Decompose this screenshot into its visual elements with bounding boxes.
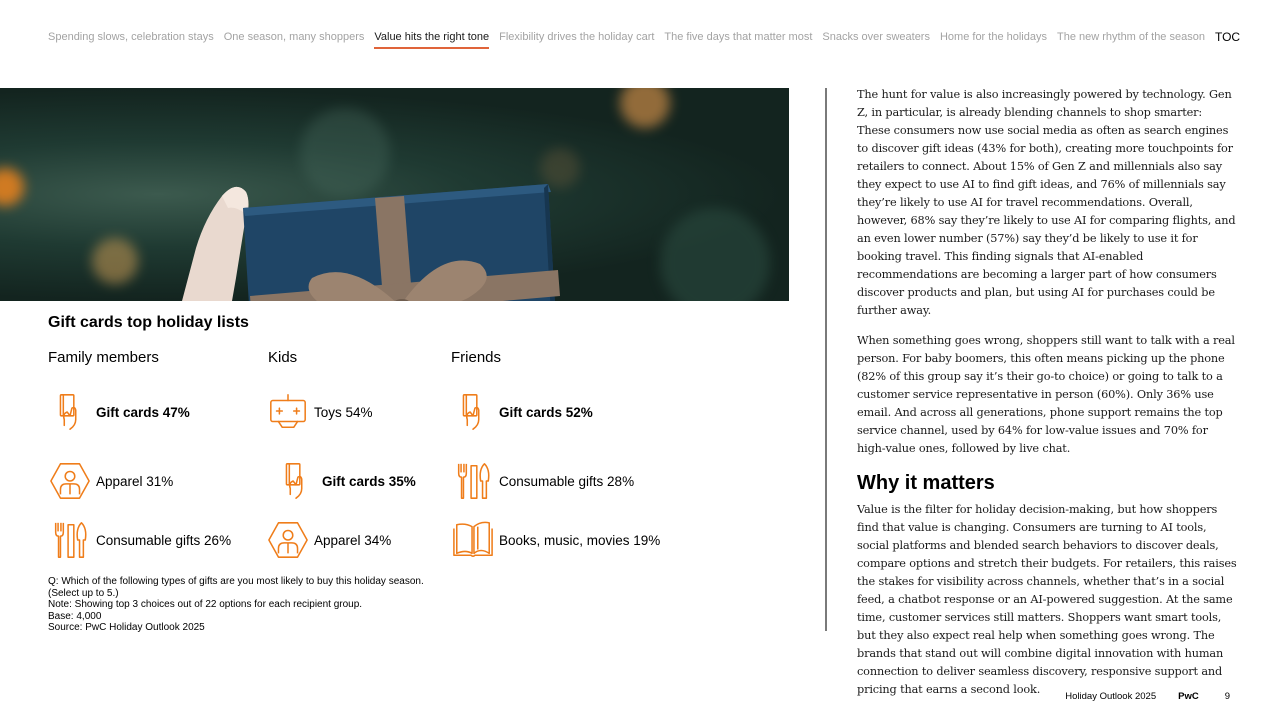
gift-box-illustration bbox=[0, 88, 789, 301]
note-base: Base: 4,000 bbox=[48, 610, 102, 622]
page-footer bbox=[1065, 691, 1230, 702]
nav-item-flexibility[interactable]: Flexibility drives the holiday cart bbox=[499, 31, 655, 43]
note-source: Source: PwC Holiday Outlook 2025 bbox=[48, 622, 205, 633]
column-heading-family: Family members bbox=[48, 349, 159, 366]
brand-logo: PwC bbox=[1178, 691, 1199, 702]
column-heading-kids: Kids bbox=[268, 349, 298, 366]
nav-item-new-rhythm[interactable]: The new rhythm of the season bbox=[1056, 31, 1205, 43]
gift-stat-label: Gift cards 52% bbox=[499, 404, 593, 420]
gift-stat-item bbox=[451, 459, 634, 503]
cutlery-icon bbox=[451, 459, 495, 503]
gift-stat-label: Toys 54% bbox=[314, 404, 373, 420]
column-divider bbox=[825, 88, 827, 631]
nav-item-value-hits[interactable]: Value hits the right tone bbox=[374, 30, 489, 49]
nav-item-spending-slows[interactable]: Spending slows, celebration stays bbox=[48, 31, 214, 43]
nav-item-home[interactable]: Home for the holidays bbox=[939, 31, 1047, 43]
gift-stat-item bbox=[48, 390, 190, 434]
hero-gift-photo bbox=[0, 88, 789, 301]
chart-notes bbox=[48, 576, 424, 634]
note-question: Q: Which of the following types of gifts are you most likely to buy this holiday season. bbox=[48, 576, 424, 587]
nav-item-one-season[interactable]: One season, many shoppers bbox=[223, 31, 365, 43]
article-body bbox=[857, 86, 1237, 699]
book-icon bbox=[451, 518, 495, 562]
gift-stat-label: Apparel 31% bbox=[96, 473, 174, 489]
gift-stat-item bbox=[48, 518, 231, 562]
apparel-icon bbox=[266, 518, 310, 562]
nav-item-snacks[interactable]: Snacks over sweaters bbox=[822, 31, 930, 43]
gift-card-icon bbox=[48, 390, 92, 434]
note-selection: (Select up to 5.) bbox=[48, 587, 119, 599]
gift-card-icon bbox=[451, 390, 495, 434]
column-heading-friends: Friends bbox=[451, 349, 502, 366]
gift-stat-label: Gift cards 47% bbox=[96, 404, 190, 420]
note-top-choices: Note: Showing top 3 choices out of 22 options for each recipient group. bbox=[48, 599, 363, 610]
gift-stat-label: Gift cards 35% bbox=[322, 473, 416, 489]
gift-stat-item bbox=[266, 518, 391, 562]
cutlery-icon bbox=[48, 518, 92, 562]
infographic-title: Gift cards top holiday lists bbox=[48, 314, 249, 331]
section-nav bbox=[48, 30, 1241, 50]
gift-stat-label: Consumable gifts 26% bbox=[96, 532, 232, 548]
gift-stat-item bbox=[274, 459, 416, 503]
gift-stat-item bbox=[451, 518, 660, 562]
paragraph-technology: The hunt for value is also increasingly powered by technology. Gen Z, in particular, is already blending channels to shop smarter: These consumers now use social media as often as search engines to discover gift ideas (43% for both), creating more touchpoints for retailers to connect. About 15% of Gen Z and millennials also say they expect to use AI to find gift ideas, and 76% of millennials say they’re likely to use AI for travel recommendations. Overall, however, 68% say they’re likely to use AI for comparing flights, and an even lower number (57%) say they’d be likely to use it for booking travel. This finding signals that AI-enabled recommendations are becoming a larger part of how consumers discover products and plan, but using AI for purchases could be further away. bbox=[857, 88, 1236, 317]
paragraph-why-it-matters: Value is the filter for holiday decision-making, but how shoppers find that value is changing. Consumers are turning to AI tools, social platforms and blended search behaviors to discover deals, compare options and stretch their budgets. For retailers, this raises the stakes for visibility across channels, whether that’s in a social feed, a chatbot response or an AI-powered suggestion. At the same time, customer services still matters. Shoppers want smart tools, but they also expect real help when something goes wrong. The brands that stand out will combine digital innovation with human connection to deliver seamless discovery, responsive support and pricing that earns a second look. bbox=[857, 503, 1237, 696]
paragraph-real-person: When something goes wrong, shoppers still want to talk with a real person. For baby boomers, this often means picking up the phone (82% of this group say it’s their go-to choice) or going to talk to a customer service representative in person (60%). Only 36% use email. And across all generations, phone support remains the top service channel, used by 64% for low-value issues and 70% for high-value ones, followed by live chat. bbox=[857, 334, 1235, 455]
gift-stat-item bbox=[451, 390, 593, 434]
toc-link[interactable]: TOC bbox=[1214, 30, 1241, 44]
apparel-icon bbox=[48, 459, 92, 503]
gift-card-icon bbox=[274, 459, 318, 503]
gift-stat-label: Books, music, movies 19% bbox=[499, 532, 661, 548]
game-controller-icon bbox=[266, 390, 310, 434]
why-it-matters-heading: Why it matters bbox=[857, 472, 995, 494]
page-number: 9 bbox=[1224, 691, 1230, 702]
publication-name: Holiday Outlook 2025 bbox=[1065, 691, 1157, 702]
gift-stat-label: Apparel 34% bbox=[314, 532, 392, 548]
gift-stat-item bbox=[266, 390, 373, 434]
gift-stat-item bbox=[48, 459, 173, 503]
nav-item-five-days[interactable]: The five days that matter most bbox=[664, 31, 813, 43]
gift-stat-label: Consumable gifts 28% bbox=[499, 473, 635, 489]
